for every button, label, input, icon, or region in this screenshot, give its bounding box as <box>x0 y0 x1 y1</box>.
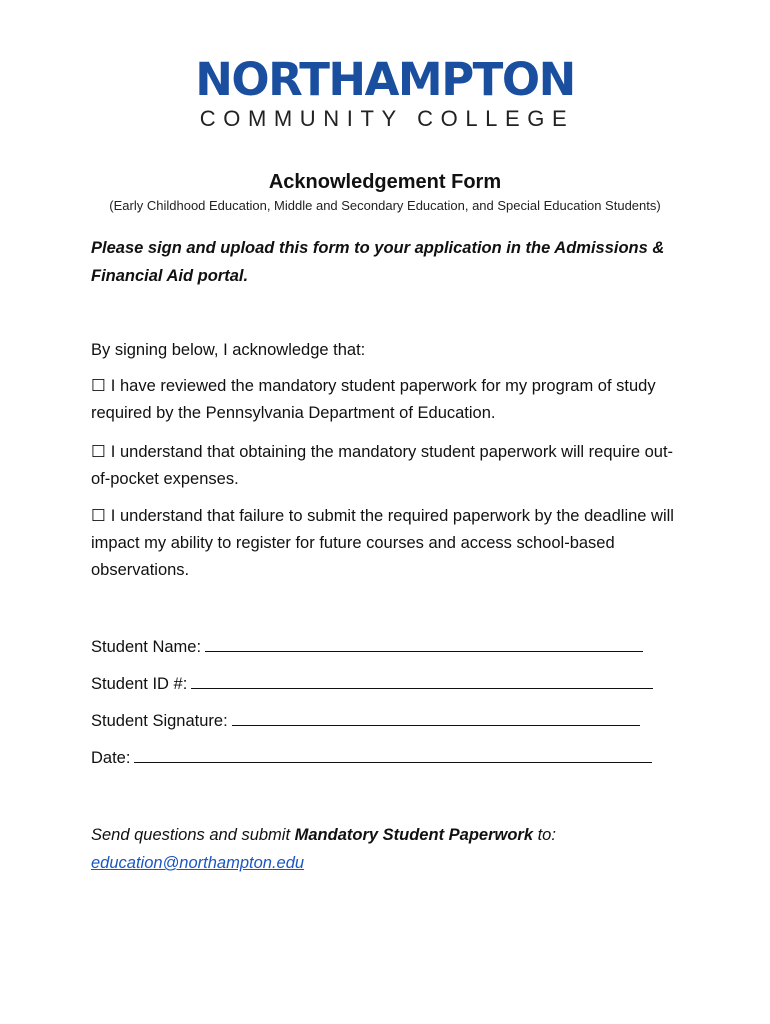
contact-email-link[interactable]: education@northampton.edu <box>91 854 305 872</box>
acknowledgement-item-text: I understand that obtaining the mandatory student paperwork will require out-of-pocket expenses. <box>91 443 674 488</box>
form-title: Acknowledgement Form <box>268 171 502 193</box>
student-signature-label: Student Signature: <box>91 712 228 730</box>
contact-footer <box>91 821 691 877</box>
acknowledgement-item <box>91 439 691 493</box>
student-signature-row <box>91 708 640 734</box>
student-name-field[interactable] <box>205 637 643 652</box>
checkbox-icon[interactable]: ☐ <box>91 507 106 525</box>
acknowledgement-item-text: I have reviewed the mandatory student paperwork for my program of study required by the Pennsylvania Department of Education. <box>91 377 656 422</box>
date-row <box>91 745 652 771</box>
form-subtitle: (Early Childhood Education, Middle and Secondary Education, and Special Education Students) <box>109 198 661 213</box>
student-signature-field[interactable] <box>232 711 640 726</box>
upload-instruction: Please sign and upload this form to your application in the Admissions & Financial Aid portal. <box>91 239 665 285</box>
logo-name: NORTHAMPTON <box>195 53 575 106</box>
footer-bold-text: Mandatory Student Paperwork <box>294 826 534 844</box>
acknowledgement-item <box>91 503 691 584</box>
checkbox-icon[interactable]: ☐ <box>91 443 106 461</box>
date-field[interactable] <box>134 748 652 763</box>
student-name-label: Student Name: <box>91 638 202 656</box>
date-label: Date: <box>91 749 131 767</box>
acknowledgement-item <box>91 373 691 427</box>
footer-suffix: to: <box>533 826 556 844</box>
college-logo <box>190 53 580 132</box>
student-name-row <box>91 634 643 660</box>
student-id-row <box>91 671 653 697</box>
checkbox-icon[interactable]: ☐ <box>91 377 106 395</box>
student-id-label: Student ID #: <box>91 675 188 693</box>
logo-tagline: COMMUNITY COLLEGE <box>199 106 575 131</box>
footer-prefix: Send questions and submit <box>91 826 295 844</box>
acknowledgement-item-text: I understand that failure to submit the required paperwork by the deadline will impact my ability to register for future courses and access school-based observations. <box>91 507 674 579</box>
student-id-field[interactable] <box>191 674 653 689</box>
acknowledgement-intro: By signing below, I acknowledge that: <box>91 341 366 359</box>
